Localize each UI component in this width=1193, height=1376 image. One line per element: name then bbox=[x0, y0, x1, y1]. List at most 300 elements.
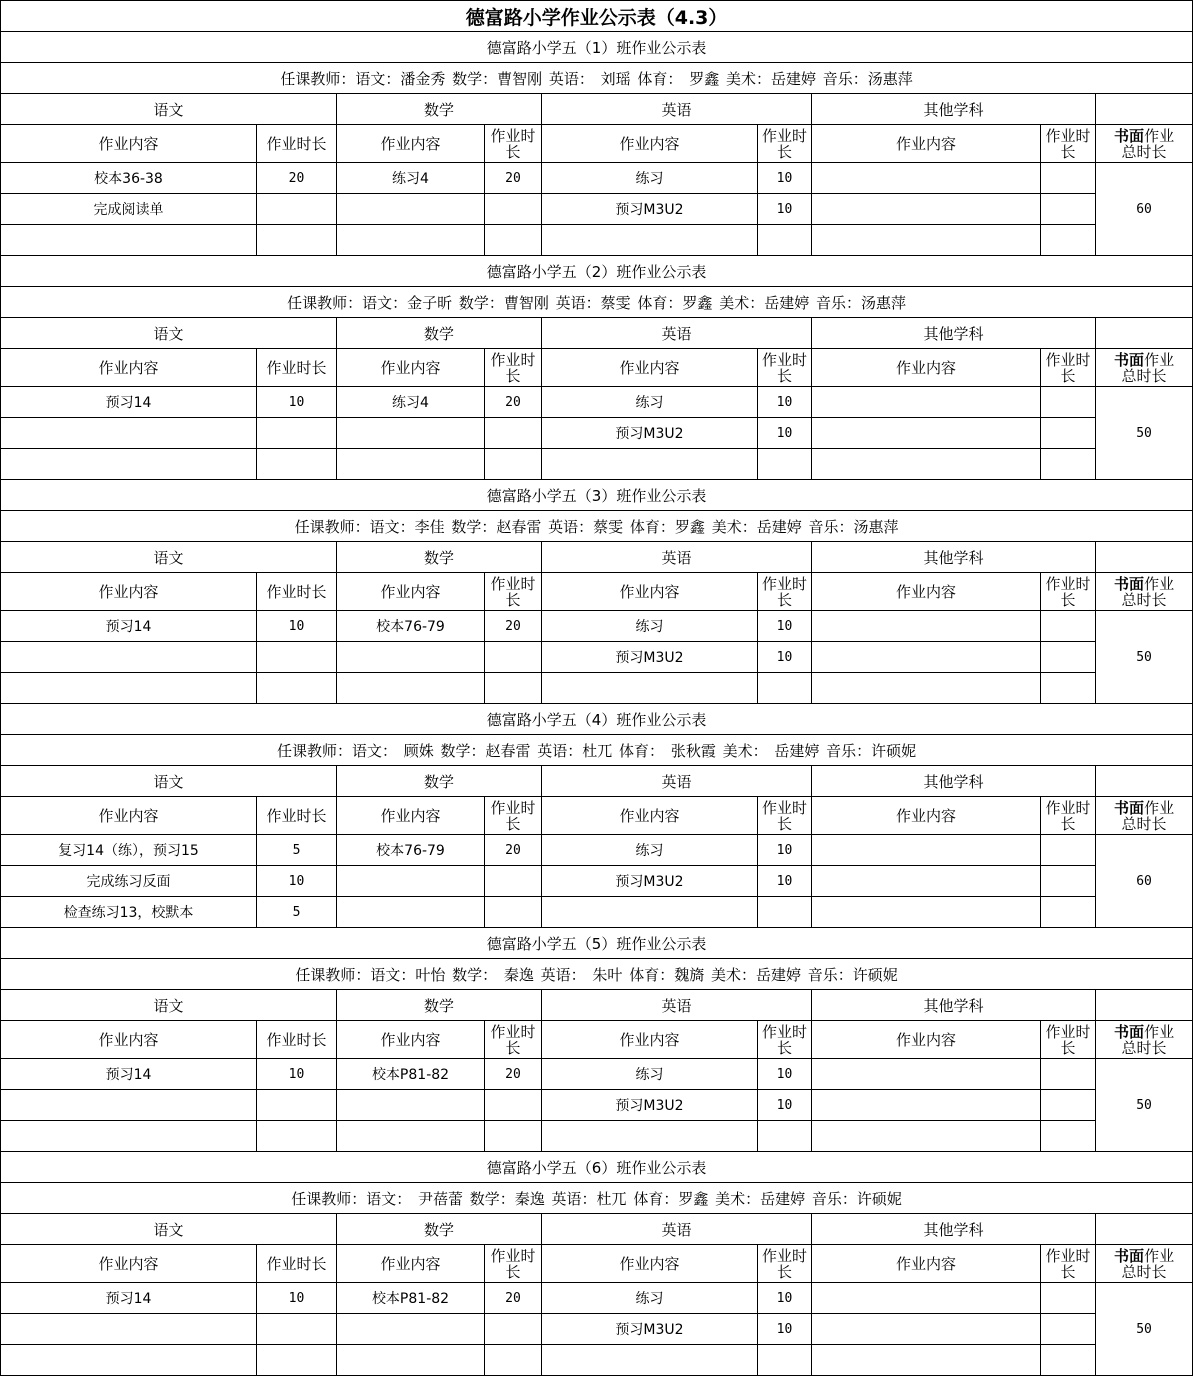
subject-chinese-header: 语文 bbox=[1, 990, 337, 1021]
other-duration-header bbox=[1041, 1021, 1096, 1059]
class-title: 德富路小学五（6）班作业公示表 bbox=[1, 1152, 1193, 1183]
english-content-header: 作业内容 bbox=[542, 1021, 758, 1059]
chinese-duration-header: 作业时长 bbox=[257, 125, 337, 163]
math-content-header: 作业内容 bbox=[337, 125, 485, 163]
subject-english-header: 英语 bbox=[542, 990, 812, 1021]
chinese-homework-cell: 预习14 bbox=[1, 1059, 257, 1090]
total-label-bold: 书面 bbox=[1114, 126, 1145, 145]
math-time-cell bbox=[485, 642, 542, 673]
class-title: 德富路小学五（1）班作业公示表 bbox=[1, 32, 1193, 63]
math-homework-cell: 校本P81-82 bbox=[337, 1283, 485, 1314]
math-duration-header bbox=[485, 573, 542, 611]
english-time-cell: 10 bbox=[758, 642, 812, 673]
page-title: 德富路小学作业公示表（4.3） bbox=[1, 1, 1193, 32]
other-homework-cell bbox=[812, 1314, 1041, 1345]
math-time-cell bbox=[485, 449, 542, 480]
subject-math-header: 数学 bbox=[337, 542, 542, 573]
teacher-list: 任课教师：语文： 顾姝 数学：赵春雷 英语：杜兀 体育： 张秋霞 美术： 岳建婷 音乐：许硕妮 bbox=[1, 735, 1193, 766]
english-time-cell: 10 bbox=[758, 1283, 812, 1314]
subject-english-header: 英语 bbox=[542, 542, 812, 573]
english-time-cell bbox=[758, 449, 812, 480]
math-content-header: 作业内容 bbox=[337, 1245, 485, 1283]
duration-label-line2: 长 bbox=[1060, 142, 1076, 161]
math-homework-cell: 校本P81-82 bbox=[337, 1059, 485, 1090]
english-time-cell: 10 bbox=[758, 387, 812, 418]
english-duration-header bbox=[758, 573, 812, 611]
duration-label-line2: 长 bbox=[776, 590, 792, 609]
english-homework-cell: 预习M3U2 bbox=[542, 418, 758, 449]
teacher-list: 任课教师：语文：金子昕 数学：曹智刚 英语：蔡雯 体育：罗鑫 美术：岳建婷 音乐：汤惠萍 bbox=[1, 287, 1193, 318]
duration-label-line1: 作业时 bbox=[1045, 350, 1091, 369]
duration-label-line2: 长 bbox=[505, 1038, 521, 1057]
total-label-line2: 总时长 bbox=[1121, 142, 1167, 161]
duration-label-line1: 作业时 bbox=[490, 126, 536, 145]
other-homework-cell bbox=[812, 1345, 1041, 1376]
total-duration-header bbox=[1096, 125, 1193, 163]
english-homework-cell bbox=[542, 673, 758, 704]
subject-math-header: 数学 bbox=[337, 766, 542, 797]
other-time-cell bbox=[1041, 642, 1096, 673]
total-time-cell: 50 bbox=[1096, 387, 1193, 480]
math-duration-header bbox=[485, 349, 542, 387]
duration-label-line2: 长 bbox=[1060, 814, 1076, 833]
english-homework-cell bbox=[542, 1345, 758, 1376]
total-time-cell: 50 bbox=[1096, 1059, 1193, 1152]
class-title: 德富路小学五（5）班作业公示表 bbox=[1, 928, 1193, 959]
math-time-cell bbox=[485, 866, 542, 897]
math-homework-cell: 练习4 bbox=[337, 387, 485, 418]
duration-label-line2: 长 bbox=[776, 142, 792, 161]
total-label-bold: 书面 bbox=[1114, 350, 1145, 369]
chinese-time-cell: 5 bbox=[257, 835, 337, 866]
total-duration-header bbox=[1096, 349, 1193, 387]
chinese-homework-cell bbox=[1, 1314, 257, 1345]
english-homework-cell: 预习M3U2 bbox=[542, 642, 758, 673]
teacher-list: 任课教师：语文：叶怡 数学： 秦逸 英语： 朱叶 体育：魏旖 美术：岳建婷 音乐：许硕妮 bbox=[1, 959, 1193, 990]
math-homework-cell bbox=[337, 1314, 485, 1345]
chinese-homework-cell: 完成阅读单 bbox=[1, 194, 257, 225]
english-homework-cell: 预习M3U2 bbox=[542, 194, 758, 225]
other-homework-cell bbox=[812, 642, 1041, 673]
math-homework-cell: 校本76-79 bbox=[337, 835, 485, 866]
subject-english-header: 英语 bbox=[542, 94, 812, 125]
subject-math-header: 数学 bbox=[337, 1214, 542, 1245]
chinese-time-cell bbox=[257, 225, 337, 256]
other-homework-cell bbox=[812, 449, 1041, 480]
math-duration-header bbox=[485, 1021, 542, 1059]
total-label-line2: 总时长 bbox=[1121, 366, 1167, 385]
teacher-list: 任课教师：语文：李佳 数学：赵春雷 英语：蔡雯 体育：罗鑫 美术：岳建婷 音乐：汤惠萍 bbox=[1, 511, 1193, 542]
english-content-header: 作业内容 bbox=[542, 1245, 758, 1283]
duration-label-line2: 长 bbox=[1060, 590, 1076, 609]
math-homework-cell: 练习4 bbox=[337, 163, 485, 194]
subject-blank-cell bbox=[1096, 990, 1193, 1021]
english-homework-cell bbox=[542, 449, 758, 480]
math-time-cell bbox=[485, 1090, 542, 1121]
english-time-cell: 10 bbox=[758, 163, 812, 194]
other-content-header: 作业内容 bbox=[812, 1021, 1041, 1059]
chinese-time-cell bbox=[257, 1345, 337, 1376]
math-time-cell: 20 bbox=[485, 611, 542, 642]
math-homework-cell bbox=[337, 897, 485, 928]
math-homework-cell bbox=[337, 673, 485, 704]
subject-blank-cell bbox=[1096, 542, 1193, 573]
english-duration-header bbox=[758, 349, 812, 387]
english-homework-cell: 练习 bbox=[542, 387, 758, 418]
other-time-cell bbox=[1041, 1345, 1096, 1376]
english-time-cell: 10 bbox=[758, 194, 812, 225]
other-time-cell bbox=[1041, 835, 1096, 866]
chinese-homework-cell bbox=[1, 673, 257, 704]
duration-label-line1: 作业时 bbox=[1045, 1246, 1091, 1265]
math-duration-header bbox=[485, 797, 542, 835]
other-time-cell bbox=[1041, 1314, 1096, 1345]
other-duration-header bbox=[1041, 1245, 1096, 1283]
total-duration-header bbox=[1096, 1021, 1193, 1059]
duration-label-line2: 长 bbox=[776, 814, 792, 833]
subject-blank-cell bbox=[1096, 94, 1193, 125]
other-content-header: 作业内容 bbox=[812, 349, 1041, 387]
other-homework-cell bbox=[812, 897, 1041, 928]
duration-label-line1: 作业时 bbox=[490, 574, 536, 593]
class-title: 德富路小学五（2）班作业公示表 bbox=[1, 256, 1193, 287]
math-time-cell bbox=[485, 1314, 542, 1345]
chinese-homework-cell: 预习14 bbox=[1, 611, 257, 642]
chinese-homework-cell bbox=[1, 1121, 257, 1152]
chinese-homework-cell: 检查练习13，校默本 bbox=[1, 897, 257, 928]
english-homework-cell: 预习M3U2 bbox=[542, 866, 758, 897]
other-homework-cell bbox=[812, 611, 1041, 642]
english-homework-cell: 练习 bbox=[542, 163, 758, 194]
other-homework-cell bbox=[812, 1121, 1041, 1152]
other-time-cell bbox=[1041, 1121, 1096, 1152]
subject-english-header: 英语 bbox=[542, 766, 812, 797]
total-label-rest: 作业 bbox=[1144, 126, 1175, 145]
duration-label-line2: 长 bbox=[1060, 366, 1076, 385]
total-label-rest: 作业 bbox=[1144, 1246, 1175, 1265]
math-content-header: 作业内容 bbox=[337, 797, 485, 835]
duration-label-line2: 长 bbox=[776, 1262, 792, 1281]
math-homework-cell bbox=[337, 866, 485, 897]
duration-label-line2: 长 bbox=[1060, 1038, 1076, 1057]
total-label-rest: 作业 bbox=[1144, 798, 1175, 817]
chinese-homework-cell: 复习14（练），预习15 bbox=[1, 835, 257, 866]
chinese-content-header: 作业内容 bbox=[1, 349, 257, 387]
subject-chinese-header: 语文 bbox=[1, 318, 337, 349]
other-time-cell bbox=[1041, 449, 1096, 480]
math-homework-cell bbox=[337, 194, 485, 225]
other-homework-cell bbox=[812, 163, 1041, 194]
english-homework-cell bbox=[542, 225, 758, 256]
duration-label-line1: 作业时 bbox=[490, 798, 536, 817]
other-homework-cell bbox=[812, 225, 1041, 256]
chinese-time-cell: 10 bbox=[257, 1283, 337, 1314]
subject-chinese-header: 语文 bbox=[1, 94, 337, 125]
subject-blank-cell bbox=[1096, 766, 1193, 797]
duration-label-line1: 作业时 bbox=[761, 350, 807, 369]
other-time-cell bbox=[1041, 1283, 1096, 1314]
math-homework-cell bbox=[337, 225, 485, 256]
chinese-time-cell bbox=[257, 194, 337, 225]
chinese-homework-cell bbox=[1, 418, 257, 449]
english-content-header: 作业内容 bbox=[542, 125, 758, 163]
chinese-time-cell bbox=[257, 1090, 337, 1121]
math-homework-cell bbox=[337, 1345, 485, 1376]
duration-label-line2: 长 bbox=[776, 1038, 792, 1057]
total-label-bold: 书面 bbox=[1114, 574, 1145, 593]
chinese-time-cell bbox=[257, 1121, 337, 1152]
math-time-cell bbox=[485, 1121, 542, 1152]
total-time-cell: 60 bbox=[1096, 835, 1193, 928]
math-time-cell: 20 bbox=[485, 387, 542, 418]
duration-label-line2: 长 bbox=[1060, 1262, 1076, 1281]
math-time-cell bbox=[485, 1345, 542, 1376]
duration-label-line1: 作业时 bbox=[761, 798, 807, 817]
duration-label-line1: 作业时 bbox=[1045, 798, 1091, 817]
duration-label-line1: 作业时 bbox=[761, 1022, 807, 1041]
chinese-time-cell bbox=[257, 642, 337, 673]
math-duration-header bbox=[485, 125, 542, 163]
english-time-cell bbox=[758, 897, 812, 928]
chinese-homework-cell: 预习14 bbox=[1, 1283, 257, 1314]
chinese-homework-cell bbox=[1, 449, 257, 480]
math-time-cell bbox=[485, 418, 542, 449]
class-title: 德富路小学五（4）班作业公示表 bbox=[1, 704, 1193, 735]
duration-label-line2: 长 bbox=[505, 142, 521, 161]
total-label-bold: 书面 bbox=[1114, 1246, 1145, 1265]
english-time-cell: 10 bbox=[758, 1090, 812, 1121]
chinese-time-cell: 10 bbox=[257, 866, 337, 897]
chinese-homework-cell bbox=[1, 642, 257, 673]
subject-chinese-header: 语文 bbox=[1, 542, 337, 573]
chinese-time-cell bbox=[257, 673, 337, 704]
other-duration-header bbox=[1041, 125, 1096, 163]
chinese-time-cell: 10 bbox=[257, 387, 337, 418]
chinese-content-header: 作业内容 bbox=[1, 573, 257, 611]
teacher-list: 任课教师：语文： 尹蓓蕾 数学：秦逸 英语：杜兀 体育：罗鑫 美术：岳建婷 音乐：许硕妮 bbox=[1, 1183, 1193, 1214]
math-duration-header bbox=[485, 1245, 542, 1283]
other-homework-cell bbox=[812, 866, 1041, 897]
other-content-header: 作业内容 bbox=[812, 573, 1041, 611]
duration-label-line1: 作业时 bbox=[1045, 126, 1091, 145]
english-time-cell: 10 bbox=[758, 835, 812, 866]
other-content-header: 作业内容 bbox=[812, 797, 1041, 835]
other-content-header: 作业内容 bbox=[812, 1245, 1041, 1283]
math-time-cell bbox=[485, 673, 542, 704]
math-time-cell bbox=[485, 225, 542, 256]
math-homework-cell bbox=[337, 642, 485, 673]
chinese-content-header: 作业内容 bbox=[1, 1021, 257, 1059]
duration-label-line1: 作业时 bbox=[490, 1022, 536, 1041]
subject-blank-cell bbox=[1096, 1214, 1193, 1245]
duration-label-line2: 长 bbox=[776, 366, 792, 385]
total-time-cell: 50 bbox=[1096, 611, 1193, 704]
english-homework-cell: 练习 bbox=[542, 611, 758, 642]
other-homework-cell bbox=[812, 1283, 1041, 1314]
total-label-rest: 作业 bbox=[1144, 574, 1175, 593]
chinese-time-cell: 10 bbox=[257, 611, 337, 642]
duration-label-line2: 长 bbox=[505, 1262, 521, 1281]
math-time-cell bbox=[485, 897, 542, 928]
english-homework-cell bbox=[542, 897, 758, 928]
chinese-duration-header: 作业时长 bbox=[257, 1245, 337, 1283]
other-time-cell bbox=[1041, 387, 1096, 418]
math-content-header: 作业内容 bbox=[337, 1021, 485, 1059]
subject-english-header: 英语 bbox=[542, 1214, 812, 1245]
total-duration-header bbox=[1096, 797, 1193, 835]
chinese-homework-cell bbox=[1, 1090, 257, 1121]
other-time-cell bbox=[1041, 866, 1096, 897]
math-homework-cell bbox=[337, 449, 485, 480]
subject-other-header: 其他学科 bbox=[812, 94, 1096, 125]
duration-label-line2: 长 bbox=[505, 366, 521, 385]
subject-chinese-header: 语文 bbox=[1, 1214, 337, 1245]
chinese-duration-header: 作业时长 bbox=[257, 1021, 337, 1059]
subject-other-header: 其他学科 bbox=[812, 766, 1096, 797]
chinese-time-cell bbox=[257, 418, 337, 449]
total-label-rest: 作业 bbox=[1144, 1022, 1175, 1041]
total-label-bold: 书面 bbox=[1114, 1022, 1145, 1041]
total-label-line2: 总时长 bbox=[1121, 1038, 1167, 1057]
other-time-cell bbox=[1041, 163, 1096, 194]
duration-label-line2: 长 bbox=[505, 814, 521, 833]
total-label-line2: 总时长 bbox=[1121, 590, 1167, 609]
math-time-cell: 20 bbox=[485, 1283, 542, 1314]
subject-other-header: 其他学科 bbox=[812, 318, 1096, 349]
math-content-header: 作业内容 bbox=[337, 349, 485, 387]
other-duration-header bbox=[1041, 573, 1096, 611]
subject-math-header: 数学 bbox=[337, 94, 542, 125]
duration-label-line2: 长 bbox=[505, 590, 521, 609]
chinese-homework-cell: 完成练习反面 bbox=[1, 866, 257, 897]
other-homework-cell bbox=[812, 1059, 1041, 1090]
other-time-cell bbox=[1041, 1090, 1096, 1121]
other-duration-header bbox=[1041, 349, 1096, 387]
total-label-rest: 作业 bbox=[1144, 350, 1175, 369]
total-duration-header bbox=[1096, 573, 1193, 611]
chinese-time-cell: 10 bbox=[257, 1059, 337, 1090]
subject-other-header: 其他学科 bbox=[812, 542, 1096, 573]
english-homework-cell: 练习 bbox=[542, 1283, 758, 1314]
english-time-cell bbox=[758, 225, 812, 256]
math-time-cell: 20 bbox=[485, 835, 542, 866]
other-homework-cell bbox=[812, 418, 1041, 449]
chinese-content-header: 作业内容 bbox=[1, 797, 257, 835]
english-homework-cell: 练习 bbox=[542, 1059, 758, 1090]
english-time-cell: 10 bbox=[758, 611, 812, 642]
chinese-duration-header: 作业时长 bbox=[257, 573, 337, 611]
english-content-header: 作业内容 bbox=[542, 797, 758, 835]
other-homework-cell bbox=[812, 1090, 1041, 1121]
math-content-header: 作业内容 bbox=[337, 573, 485, 611]
other-homework-cell bbox=[812, 673, 1041, 704]
math-time-cell: 20 bbox=[485, 1059, 542, 1090]
total-time-cell: 60 bbox=[1096, 163, 1193, 256]
teacher-list: 任课教师：语文：潘金秀 数学：曹智刚 英语： 刘瑶 体育： 罗鑫 美术：岳建婷 音乐：汤惠萍 bbox=[1, 63, 1193, 94]
subject-math-header: 数学 bbox=[337, 318, 542, 349]
subject-chinese-header: 语文 bbox=[1, 766, 337, 797]
other-duration-header bbox=[1041, 797, 1096, 835]
duration-label-line1: 作业时 bbox=[761, 1246, 807, 1265]
duration-label-line1: 作业时 bbox=[761, 126, 807, 145]
chinese-duration-header: 作业时长 bbox=[257, 349, 337, 387]
english-duration-header bbox=[758, 125, 812, 163]
chinese-time-cell: 20 bbox=[257, 163, 337, 194]
other-time-cell bbox=[1041, 418, 1096, 449]
chinese-time-cell: 5 bbox=[257, 897, 337, 928]
total-label-line2: 总时长 bbox=[1121, 814, 1167, 833]
subject-math-header: 数学 bbox=[337, 990, 542, 1021]
english-duration-header bbox=[758, 797, 812, 835]
math-homework-cell bbox=[337, 1121, 485, 1152]
chinese-time-cell bbox=[257, 449, 337, 480]
chinese-time-cell bbox=[257, 1314, 337, 1345]
other-homework-cell bbox=[812, 194, 1041, 225]
other-time-cell bbox=[1041, 1059, 1096, 1090]
english-duration-header bbox=[758, 1245, 812, 1283]
other-homework-cell bbox=[812, 835, 1041, 866]
english-time-cell: 10 bbox=[758, 1059, 812, 1090]
chinese-content-header: 作业内容 bbox=[1, 125, 257, 163]
english-time-cell: 10 bbox=[758, 418, 812, 449]
english-content-header: 作业内容 bbox=[542, 349, 758, 387]
other-time-cell bbox=[1041, 194, 1096, 225]
math-time-cell: 20 bbox=[485, 163, 542, 194]
english-content-header: 作业内容 bbox=[542, 573, 758, 611]
duration-label-line1: 作业时 bbox=[490, 1246, 536, 1265]
other-time-cell bbox=[1041, 225, 1096, 256]
chinese-homework-cell bbox=[1, 1345, 257, 1376]
other-time-cell bbox=[1041, 673, 1096, 704]
math-homework-cell bbox=[337, 418, 485, 449]
chinese-content-header: 作业内容 bbox=[1, 1245, 257, 1283]
english-homework-cell bbox=[542, 1121, 758, 1152]
other-time-cell bbox=[1041, 611, 1096, 642]
other-time-cell bbox=[1041, 897, 1096, 928]
math-homework-cell bbox=[337, 1090, 485, 1121]
math-homework-cell: 校本76-79 bbox=[337, 611, 485, 642]
english-homework-cell: 预习M3U2 bbox=[542, 1090, 758, 1121]
english-time-cell: 10 bbox=[758, 1314, 812, 1345]
total-time-cell: 50 bbox=[1096, 1283, 1193, 1376]
total-duration-header bbox=[1096, 1245, 1193, 1283]
math-time-cell bbox=[485, 194, 542, 225]
english-time-cell bbox=[758, 1121, 812, 1152]
subject-other-header: 其他学科 bbox=[812, 990, 1096, 1021]
class-title: 德富路小学五（3）班作业公示表 bbox=[1, 480, 1193, 511]
subject-blank-cell bbox=[1096, 318, 1193, 349]
total-label-line2: 总时长 bbox=[1121, 1262, 1167, 1281]
chinese-homework-cell bbox=[1, 225, 257, 256]
english-time-cell bbox=[758, 673, 812, 704]
duration-label-line1: 作业时 bbox=[1045, 1022, 1091, 1041]
chinese-duration-header: 作业时长 bbox=[257, 797, 337, 835]
english-duration-header bbox=[758, 1021, 812, 1059]
chinese-homework-cell: 预习14 bbox=[1, 387, 257, 418]
subject-other-header: 其他学科 bbox=[812, 1214, 1096, 1245]
english-time-cell: 10 bbox=[758, 866, 812, 897]
english-time-cell bbox=[758, 1345, 812, 1376]
duration-label-line1: 作业时 bbox=[490, 350, 536, 369]
chinese-homework-cell: 校本36-38 bbox=[1, 163, 257, 194]
duration-label-line1: 作业时 bbox=[1045, 574, 1091, 593]
other-content-header: 作业内容 bbox=[812, 125, 1041, 163]
english-homework-cell: 练习 bbox=[542, 835, 758, 866]
other-homework-cell bbox=[812, 387, 1041, 418]
total-label-bold: 书面 bbox=[1114, 798, 1145, 817]
english-homework-cell: 预习M3U2 bbox=[542, 1314, 758, 1345]
subject-english-header: 英语 bbox=[542, 318, 812, 349]
